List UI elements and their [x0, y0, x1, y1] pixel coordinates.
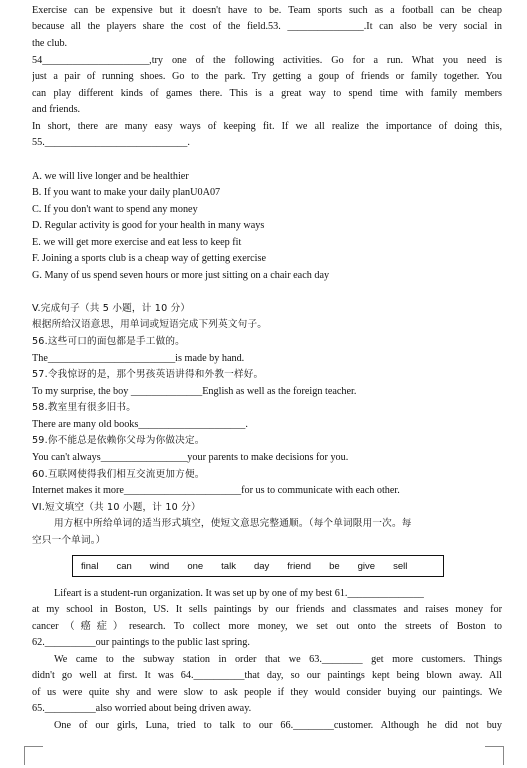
passage-line: because all the players share the cost of the field.53. _______________.It can also be very social in: [32, 21, 502, 32]
passage-line: [32, 70, 502, 84]
page-corner-mark: [24, 746, 43, 765]
story-line: didn't go well at first. It was 64.__________that day, so our paintings kept being blown away. All: [32, 670, 502, 681]
question-57-en: To my surprise, the boy ______________English as well as the foreign teacher.: [32, 386, 357, 397]
story-line: cancer（癌症）research. To collect more money, we set out onto the streets of Boston to: [32, 621, 502, 632]
option-e: E. we will get more exercise and eat less to keep fit: [32, 237, 242, 248]
option-a: A. we will live longer and be healthier: [32, 171, 189, 182]
option-c: C. If you don't want to spend any money: [32, 204, 198, 215]
question-58-cn: 58.教室里有很多旧书。: [32, 402, 137, 413]
word-bank: [72, 555, 444, 577]
option-b: B. If you want to make your daily planU0A07: [32, 187, 221, 198]
section-6-instruction: 用方框中所给单词的适当形式填空，使短文意思完整通顺。（每个单词限用一次。每: [54, 518, 412, 529]
story-line: We came to the subway station in order that we 63.________ get more customers. Things: [54, 654, 502, 665]
question-58-en: There are many old books_____________________.: [32, 419, 248, 430]
word-bank-item: friend: [287, 560, 312, 572]
question-57-cn: 57.令我惊讶的是，那个男孩英语讲得和外教一样好。: [32, 369, 264, 380]
section-5-instruction: 根据所给汉语意思，用单词或短语完成下列英文句子。: [32, 319, 268, 330]
question-60-en: Internet makes it more_______________________for us to communicate with each other.: [32, 485, 400, 496]
story-line: Lifeart is a student-run organization. It was set up by one of my best 61._______________: [54, 588, 424, 599]
word-bank-item: give: [357, 560, 376, 572]
word-bank-item: day: [253, 560, 270, 572]
page-corner-mark: [485, 746, 504, 765]
option-f: F. Joining a sports club is a cheap way of getting exercise: [32, 253, 267, 264]
question-60-cn: 60.互联网使得我们相互交流更加方便。: [32, 469, 205, 480]
passage-line: 54_____________________,try one of the following activities. Go for a run. What you need is: [32, 55, 502, 66]
story-line: 65.__________also worried about being driven away.: [32, 703, 252, 714]
passage-line: the club.: [32, 38, 68, 49]
word-bank-item: sell: [393, 560, 408, 572]
passage-line: In short, there are many easy ways of keeping fit. If we all realize the importance of doing this,: [32, 121, 502, 132]
story-line: of us were quite shy and were slow to ask people if they would consider buying our paintings. We: [32, 687, 502, 698]
question-59-en: You can't always_________________your parents to make decisions for you.: [32, 452, 349, 463]
question-59-cn: 59.你不能总是依赖你父母为你做决定。: [32, 435, 205, 446]
passage-line-text: just a pair of running shoes. Go to the park. Try getting a goup of friends or family together. You: [32, 71, 502, 82]
passage-line: Exercise can be expensive but it doesn't have to be. Team sports such as a football can be cheap: [32, 5, 502, 16]
word-bank-item: one: [187, 560, 204, 572]
section-6-instruction-cont: 空只一个单词。）: [32, 535, 106, 546]
section-6-heading: VI.短文填空（共 10 小题，计 10 分）: [32, 502, 201, 513]
passage-line: and friends.: [32, 104, 81, 115]
word-bank-item: wind: [149, 560, 170, 572]
question-56-en: The_________________________is made by hand.: [32, 353, 245, 364]
passage-line: can play different kinds of games there. This is a great way to spend time with family members: [32, 88, 502, 99]
option-g: G. Many of us spend seven hours or more just sitting on a chair each day: [32, 270, 330, 281]
story-line: 62.__________our paintings to the public last spring.: [32, 637, 250, 648]
section-5-heading: V.完成句子（共 5 小题，计 10 分）: [32, 303, 191, 314]
question-56-cn: 56.这些可口的面包都是手工做的。: [32, 336, 185, 347]
option-d: D. Regular activity is good for your health in many ways: [32, 220, 265, 231]
story-line: at my school in Boston, US. It sells paintings by our friends and classmates and raises money for: [32, 604, 502, 615]
word-bank-item: final: [81, 560, 99, 572]
word-bank-item: talk: [221, 560, 236, 572]
story-line: One of our girls, Luna, tried to talk to our 66.________customer. Although he did not buy: [54, 720, 502, 731]
passage-line: 55.____________________________.: [32, 137, 190, 148]
word-bank-item: be: [329, 560, 340, 572]
word-bank-item: can: [116, 560, 132, 572]
